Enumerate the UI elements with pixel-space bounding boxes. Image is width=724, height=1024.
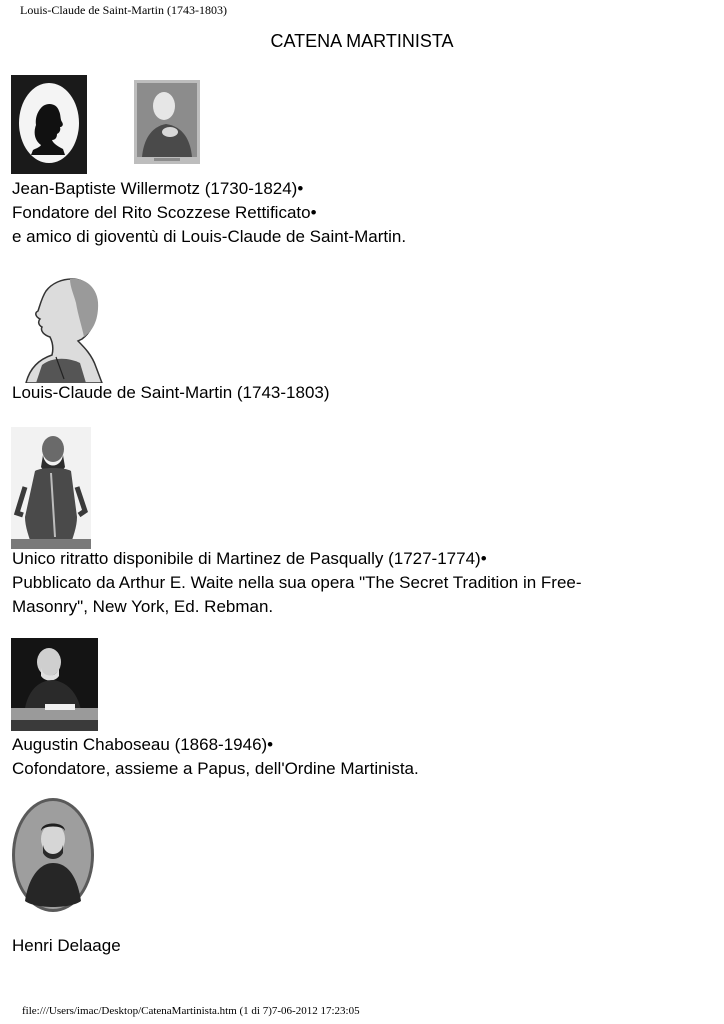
engraved-portrait-icon [134,80,200,164]
oval-portrait-icon [11,797,95,913]
caption-line: Unico ritratto disponibile di Martinez de Pasqually (1727-1774)• [12,549,487,568]
pasqually-caption [12,547,582,619]
willermoz-silhouette-portrait [11,75,87,174]
chaboseau-portrait [11,638,98,731]
delaage-caption [12,934,121,958]
page-footer-path: file:///Users/imac/Desktop/CatenaMartinista.htm (1 di 7)7-06-2012 17:23:05 [22,1005,360,1017]
caption-line: Pubblicato da Arthur E. Waite nella sua opera "The Secret Tradition in Free- [12,573,582,592]
pasqually-portrait [11,427,91,549]
photo-portrait-icon [11,638,98,731]
chaboseau-caption [12,733,419,781]
willermoz-engraving-portrait [134,80,200,164]
caption-line: Cofondatore, assieme a Papus, dell'Ordine Martinista. [12,759,419,778]
caption-line: Masonry", New York, Ed. Rebman. [12,597,274,616]
page-header-title: Louis-Claude de Saint-Martin (1743-1803) [20,3,227,17]
saint-martin-portrait [12,267,110,383]
caption-line: Henri Delaage [12,936,121,955]
caption-line: Jean-Baptiste Willermotz (1730-1824)• [12,179,304,198]
caption-line: Fondatore del Rito Scozzese Rettificato• [12,203,317,222]
caption-line: Augustin Chaboseau (1868-1946)• [12,735,274,754]
profile-portrait-icon [12,267,110,383]
silhouette-portrait-icon [11,75,87,174]
caption-line: e amico di gioventù di Louis-Claude de Saint-Martin. [12,227,407,246]
saint-martin-caption [12,381,330,405]
willermoz-caption [12,177,406,249]
full-figure-portrait-icon [11,427,91,549]
page-title: CATENA MARTINISTA [270,31,454,51]
caption-line: Louis-Claude de Saint-Martin (1743-1803) [12,383,330,402]
delaage-portrait [11,797,95,913]
